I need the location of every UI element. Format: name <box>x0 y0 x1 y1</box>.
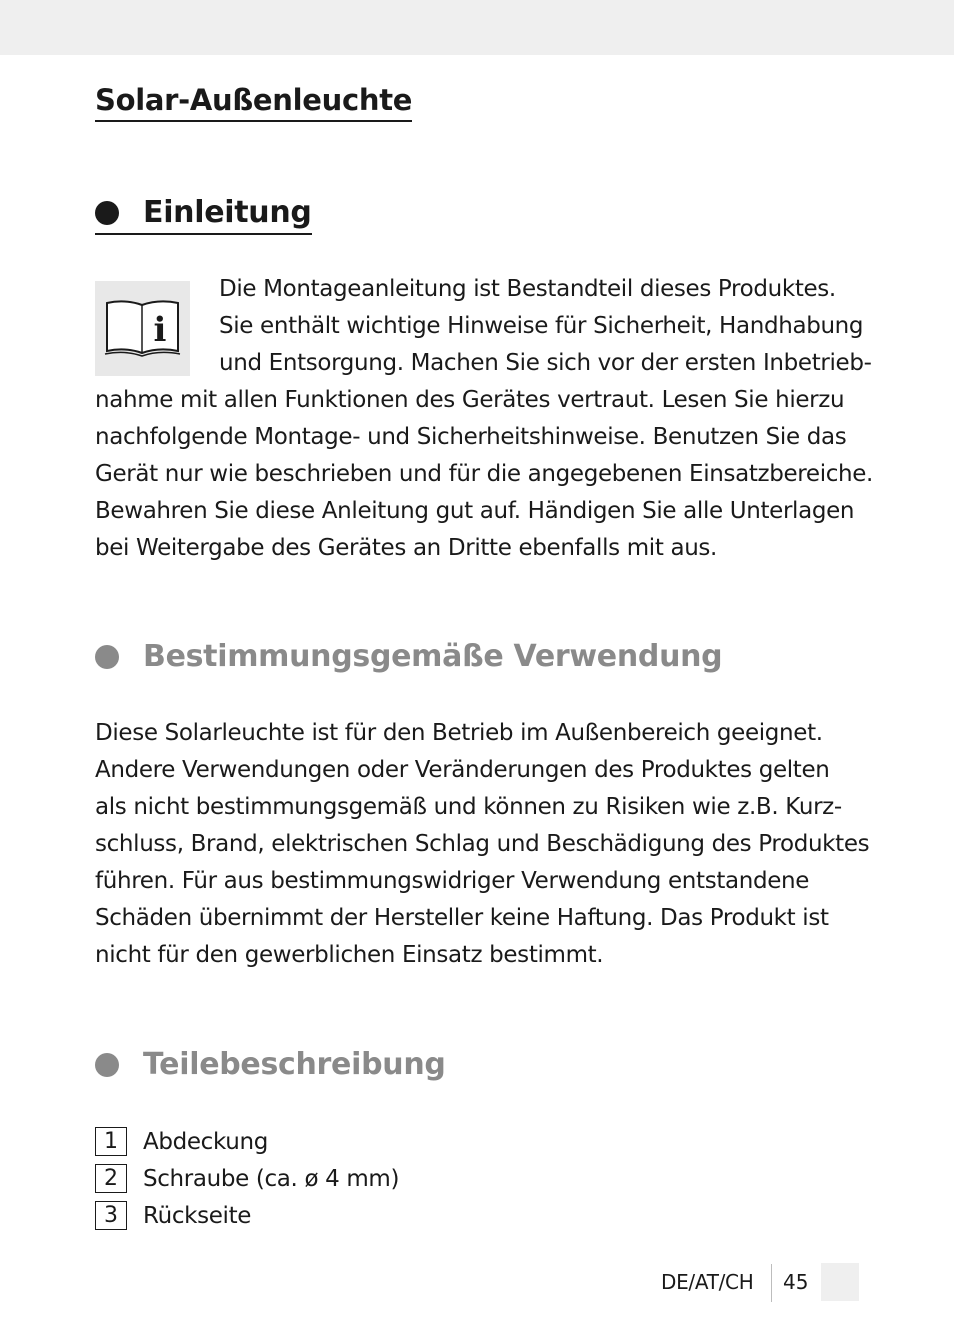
part-number: 3 <box>95 1201 127 1230</box>
part-label: Abdeckung <box>143 1128 268 1155</box>
text-line: Andere Verwendungen oder Veränderungen des Produktes gelten <box>95 757 830 783</box>
section-heading-text: Einleitung <box>143 195 312 230</box>
list-item <box>95 1123 399 1160</box>
svg-text:i: i <box>153 310 167 350</box>
section-heading-verwendung <box>95 637 722 677</box>
usage-paragraph <box>95 715 870 974</box>
text-line: nachfolgende Montage- und Sicherheitshinweise. Benutzen Sie das <box>95 424 847 450</box>
bullet-icon <box>95 1053 119 1077</box>
section-heading-text: Teilebeschreibung <box>143 1047 446 1082</box>
section-heading-text: Bestimmungsgemäße Verwendung <box>143 639 723 674</box>
page-number: 45 <box>783 1270 809 1294</box>
part-number: 2 <box>95 1164 127 1193</box>
text-line: Bewahren Sie diese Anleitung gut auf. Händigen Sie alle Unterlagen <box>95 498 855 524</box>
text-line: Gerät nur wie beschrieben und für die angegebenen Einsatzbereiche. <box>95 461 874 487</box>
text-line: nahme mit allen Funktionen des Gerätes vertraut. Lesen Sie hierzu <box>95 387 845 413</box>
text-line: Diese Solarleuchte ist für den Betrieb im Außenbereich geeignet. <box>95 720 823 746</box>
footer-tab-marker <box>821 1263 859 1301</box>
section-heading-einleitung <box>95 193 312 235</box>
parts-list <box>95 1123 399 1234</box>
text-line: als nicht bestimmungsgemäß und können zu Risiken wie z.B. Kurz- <box>95 794 842 820</box>
bullet-icon <box>95 201 119 225</box>
text-line: Die Montageanleitung ist Bestandteil dieses Produktes. <box>219 276 836 302</box>
text-line: Schäden übernimmt der Hersteller keine Haftung. Das Produkt ist <box>95 905 829 931</box>
bullet-icon <box>95 645 119 669</box>
footer-divider <box>771 1264 772 1302</box>
part-label: Schraube (ca. ø 4 mm) <box>143 1165 400 1192</box>
text-line: nicht für den gewerblichen Einsatz bestimmt. <box>95 942 604 968</box>
top-band <box>0 0 954 55</box>
text-line: Sie enthält wichtige Hinweise für Sicherheit, Handhabung <box>219 313 864 339</box>
section-heading-teile <box>95 1045 446 1085</box>
list-item <box>95 1197 399 1234</box>
part-number: 1 <box>95 1127 127 1156</box>
text-line: schluss, Brand, elektrischen Schlag und Beschädigung des Produktes <box>95 831 870 857</box>
list-item <box>95 1160 399 1197</box>
intro-paragraph <box>95 271 874 567</box>
part-label: Rückseite <box>143 1202 252 1229</box>
text-line: und Entsorgung. Machen Sie sich vor der ersten Inbetrieb- <box>219 350 872 376</box>
text-line: bei Weitergabe des Gerätes an Dritte ebenfalls mit aus. <box>95 535 718 561</box>
footer-region: DE/AT/CH <box>661 1270 754 1294</box>
document-title: Solar-Außenleuchte <box>95 82 412 122</box>
text-line: führen. Für aus bestimmungswidriger Verwendung entstandene <box>95 868 810 894</box>
